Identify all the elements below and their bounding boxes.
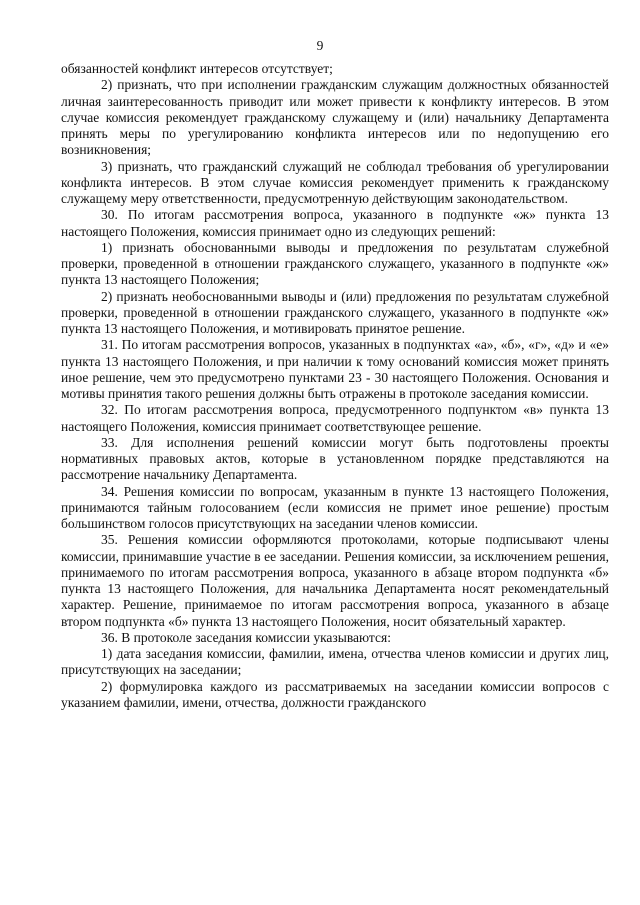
paragraph-36-2: 2) формулировка каждого из рассматриваемых на заседании комиссии вопросов с указанием фамилии, имени, отчества, должности гражданского [61, 678, 609, 710]
paragraph-29-3: 3) признать, что гражданский служащий не соблюдал требования об урегулировании конфликта интересов. В этом случае комиссия рекомендует применить к гражданскому служащему меру ответственности, предусмотренную действующим законодательством. [61, 158, 609, 206]
paragraph-30-2: 2) признать необоснованными выводы и (или) предложения по результатам служебной проверки, проведенной в отношении гражданского служащего, указанного в подпункте «ж» пункта 13 настоящего Положения, и мотивировать принятое решение. [61, 288, 609, 336]
paragraph-continuation: обязанностей конфликт интересов отсутствует; [61, 61, 333, 76]
paragraph-30-1: 1) признать обоснованными выводы и предложения по результатам служебной проверки, проведенной в отношении гражданского служащего, указанного в подпункте «ж» пункта 13 настоящего Положения; [61, 239, 609, 288]
paragraph-32: 32. По итогам рассмотрения вопроса, предусмотренного подпунктом «в» пункта 13 настоящего Положения, комиссия принимает соответствующее решение. [61, 402, 609, 434]
paragraph-35: 35. Решения комиссии оформляются протоколами, которые подписывают члены комиссии, принимавшие участие в ее заседании. Решения комиссии, за исключением решения, принимаемого по итогам рассмотрения вопроса, указанного в абзаце втором подпункта «б» пункта 13 настоящего Положения, для начальника Департамента носят рекомендательный характер. Решение, принимаемое по итогам рассмотрения вопроса, указанного в абзаце втором подпункта «б» пункта 13 настоящего Положения, носит обязательный характер. [61, 532, 609, 629]
document-body [61, 61, 609, 711]
paragraph-36-1: 1) дата заседания комиссии, фамилии, имена, отчества членов комиссии и других лиц, присутствующих на заседании; [61, 646, 609, 678]
paragraph-33: 33. Для исполнения решений комиссии могут быть подготовлены проекты нормативных правовых актов, которые в установленном порядке представляются на рассмотрение начальнику Департамента. [61, 434, 609, 483]
paragraph-30: 30. По итогам рассмотрения вопроса, указанного в подпункте «ж» пункта 13 настоящего Положения, комиссия принимает одно из следующих решений: [61, 207, 609, 239]
paragraph-29-2: 2) признать, что при исполнении гражданским служащим должностных обязанностей личная заинтересованность приводит или может привести к конфликту интересов. В этом случае комиссия рекомендует гражданскому служащему и (или) начальнику Департамента принять меры по урегулированию конфликта интересов или по недопущению его возникновения; [61, 77, 609, 158]
paragraph-31: 31. По итогам рассмотрения вопросов, указанных в подпунктах «а», «б», «г», «д» и «е» пункта 13 настоящего Положения, и при наличии к тому оснований комиссия может принять иное решение, чем это предусмотрено пунктами 23 - 30 настоящего Положения. Основания и мотивы принятия такого решения должны быть отражены в протоколе заседания комиссии. [61, 337, 609, 401]
paragraph-36: 36. В протоколе заседания комиссии указываются: [101, 629, 391, 645]
paragraph-34: 34. Решения комиссии по вопросам, указанным в пункте 13 настоящего Положения, принимаются тайным голосованием (если комиссия не примет иное решение) простым большинством голосов присутствующих на заседании членов комиссии. [61, 483, 609, 531]
page-number: 9 [316, 38, 324, 53]
